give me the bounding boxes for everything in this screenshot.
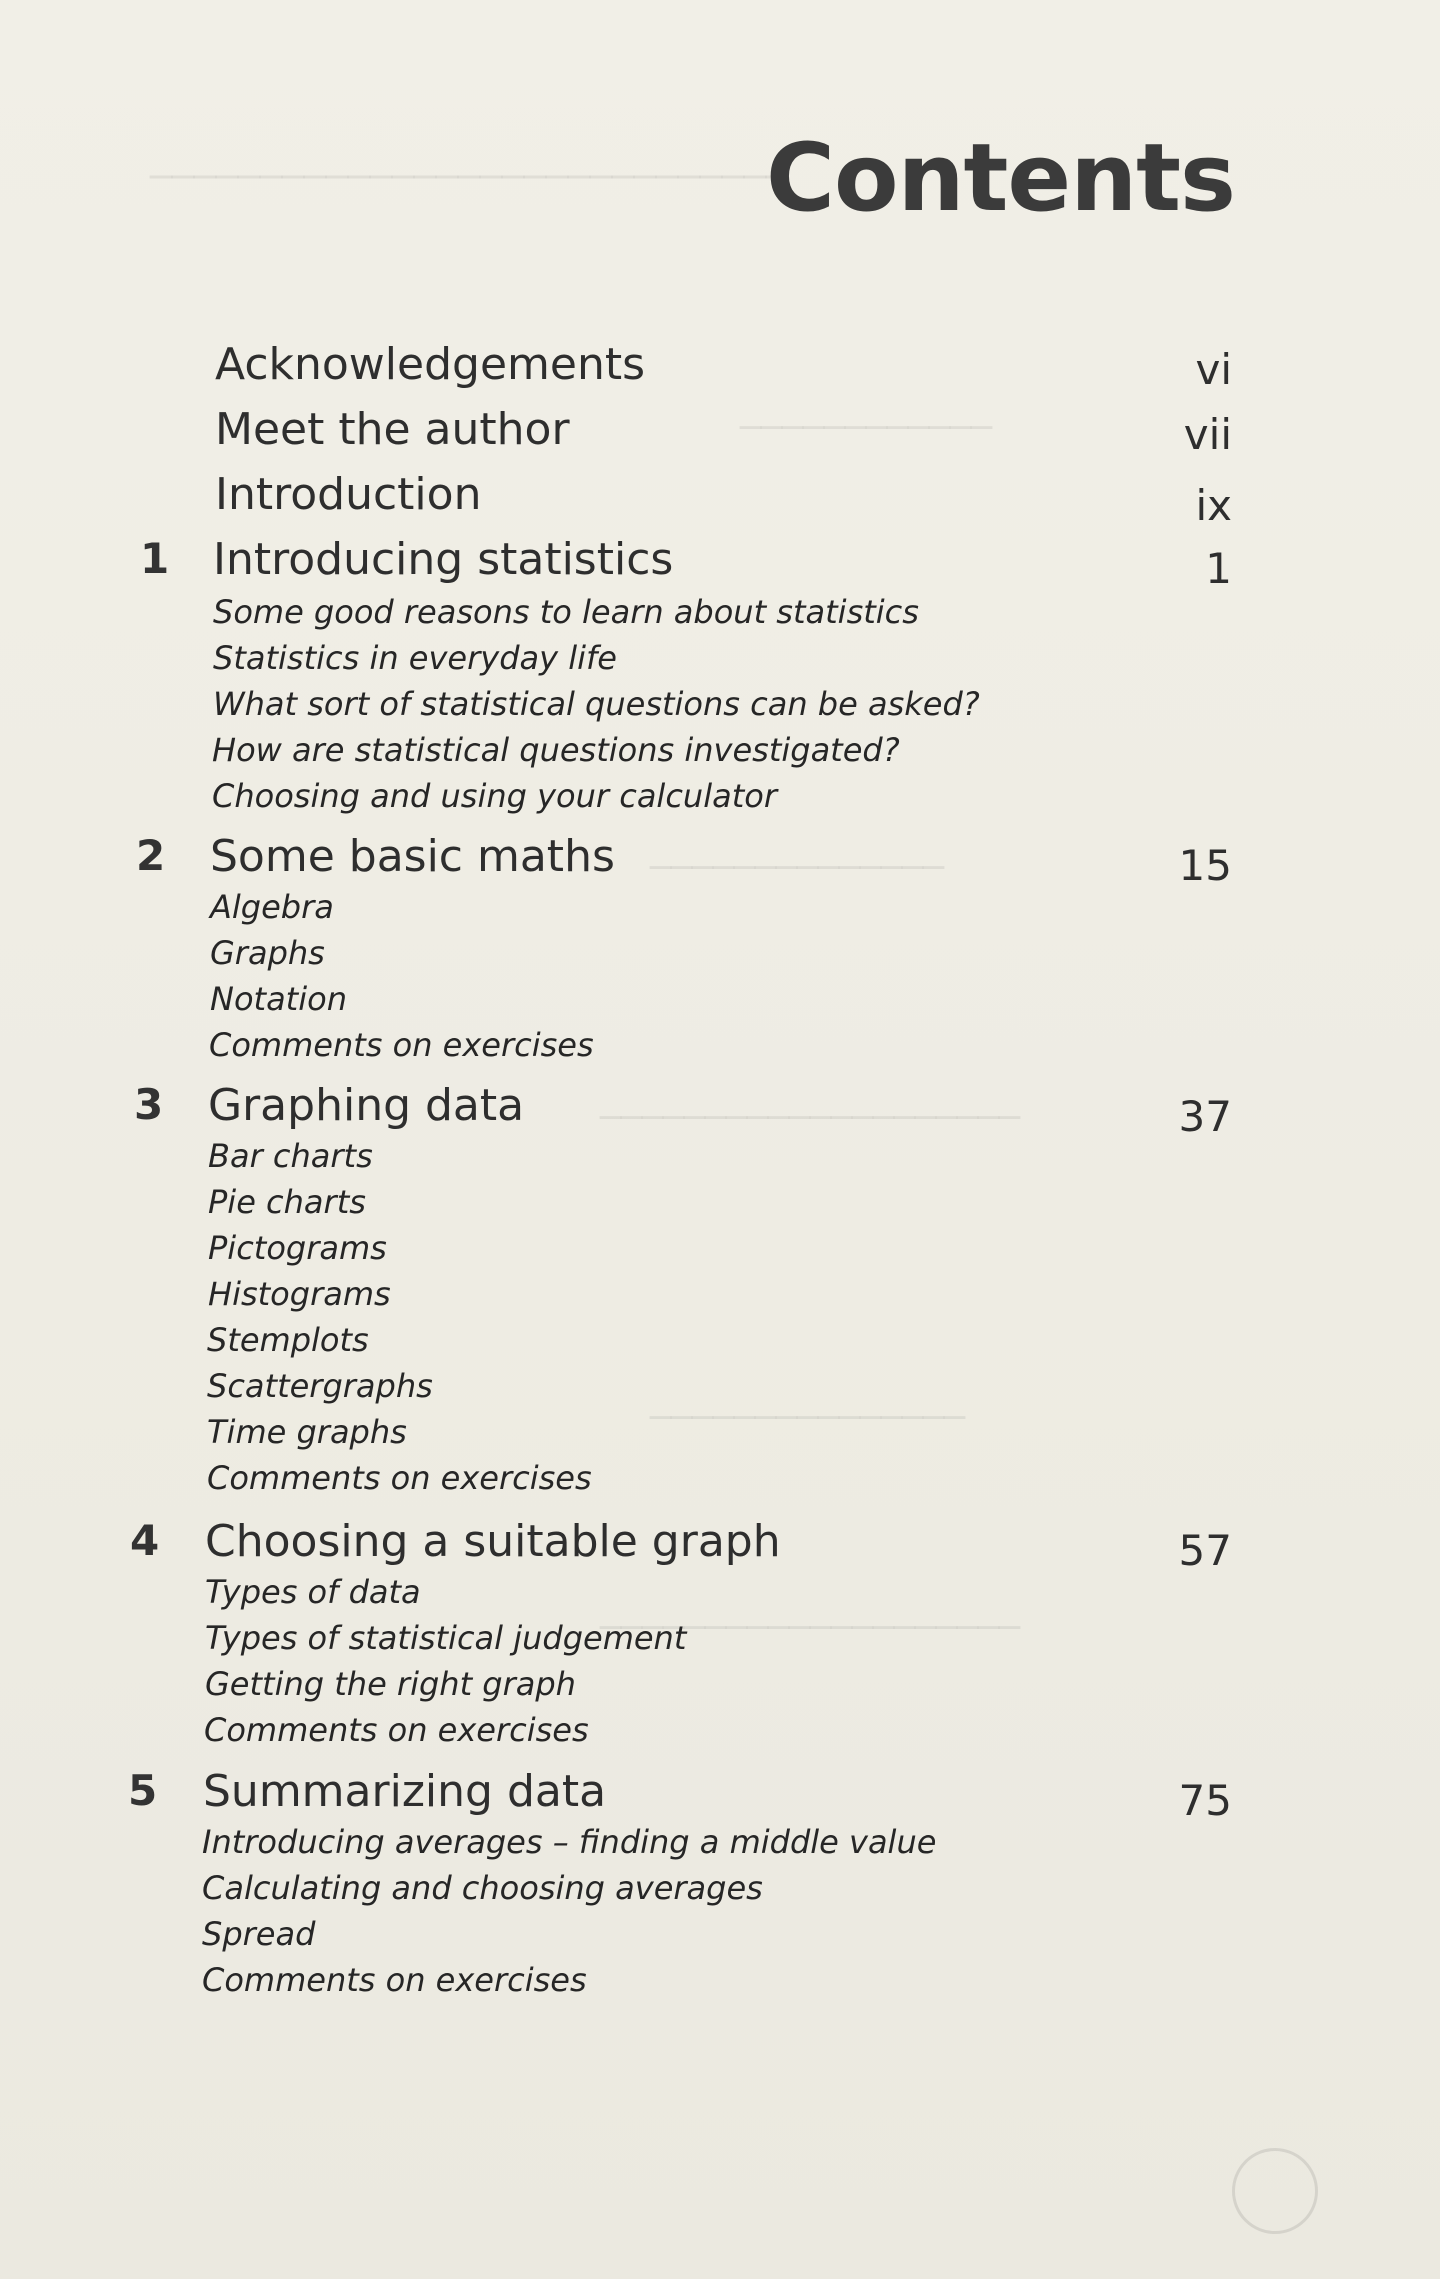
page-number: 37 bbox=[1178, 1092, 1232, 1141]
page-number: vi bbox=[1195, 345, 1232, 394]
section-item[interactable]: Spread bbox=[202, 1915, 316, 1953]
chapter-title-3[interactable]: Graphing data bbox=[208, 1080, 525, 1131]
section-item[interactable]: Pie charts bbox=[208, 1183, 366, 1221]
page-number: 75 bbox=[1178, 1776, 1232, 1825]
section-item[interactable]: Stemplots bbox=[207, 1321, 369, 1359]
section-item[interactable]: Choosing and using your calculator bbox=[212, 777, 777, 815]
section-item[interactable]: Some good reasons to learn about statistics bbox=[213, 593, 919, 631]
section-item[interactable]: What sort of statistical questions can be asked? bbox=[213, 685, 980, 723]
section-item[interactable]: Comments on exercises bbox=[209, 1026, 594, 1064]
section-item[interactable]: Scattergraphs bbox=[207, 1367, 433, 1405]
page-title: Contents bbox=[766, 124, 1235, 233]
page-badge-circle bbox=[1232, 2148, 1318, 2234]
chapter-title-4[interactable]: Choosing a suitable graph bbox=[205, 1516, 781, 1567]
chapter-title-2[interactable]: Some basic maths bbox=[210, 831, 615, 882]
page-number: 57 bbox=[1178, 1526, 1232, 1575]
section-item[interactable]: Types of data bbox=[205, 1573, 421, 1611]
section-item[interactable]: Calculating and choosing averages bbox=[202, 1869, 763, 1907]
page-number: 1 bbox=[1205, 544, 1232, 593]
entry-label: Acknowledgements bbox=[215, 339, 646, 390]
section-item[interactable]: Bar charts bbox=[208, 1137, 373, 1175]
front-matter-introduction[interactable] bbox=[215, 469, 482, 520]
section-item[interactable]: Getting the right graph bbox=[205, 1665, 576, 1703]
page-number: 15 bbox=[1178, 841, 1232, 890]
section-item[interactable]: How are statistical questions investigated? bbox=[212, 731, 900, 769]
show-through-texture: _____________________________ ____________ ______________ ____________________ _______________ ____________________ bbox=[150, 128, 1020, 1629]
chapter-title-1[interactable]: Introducing statistics bbox=[213, 534, 674, 585]
section-item[interactable]: Statistics in everyday life bbox=[213, 639, 617, 677]
front-matter-meet-the-author[interactable] bbox=[215, 404, 570, 455]
section-item[interactable]: Introducing averages – finding a middle value bbox=[202, 1823, 937, 1861]
entry-label: Introduction bbox=[215, 469, 482, 520]
chapter-number: 5 bbox=[128, 1766, 158, 1815]
section-item[interactable]: Comments on exercises bbox=[202, 1961, 587, 1999]
front-matter-acknowledgements[interactable] bbox=[215, 339, 646, 390]
chapter-number: 3 bbox=[134, 1080, 164, 1129]
section-item[interactable]: Types of statistical judgement bbox=[205, 1619, 687, 1657]
section-item[interactable]: Comments on exercises bbox=[207, 1459, 592, 1497]
section-item[interactable]: Time graphs bbox=[207, 1413, 407, 1451]
chapter-number: 4 bbox=[130, 1516, 160, 1565]
section-item[interactable]: Pictograms bbox=[208, 1229, 387, 1267]
page-number: vii bbox=[1183, 410, 1232, 459]
section-item[interactable]: Notation bbox=[210, 980, 347, 1018]
section-item[interactable]: Histograms bbox=[208, 1275, 391, 1313]
chapter-title-5[interactable]: Summarizing data bbox=[203, 1766, 607, 1817]
entry-label: Meet the author bbox=[215, 404, 570, 455]
page-number: ix bbox=[1195, 481, 1232, 530]
section-item[interactable]: Comments on exercises bbox=[204, 1711, 589, 1749]
chapter-number: 1 bbox=[140, 534, 170, 583]
section-item[interactable]: Graphs bbox=[210, 934, 325, 972]
section-item[interactable]: Algebra bbox=[210, 888, 334, 926]
chapter-number: 2 bbox=[136, 831, 166, 880]
